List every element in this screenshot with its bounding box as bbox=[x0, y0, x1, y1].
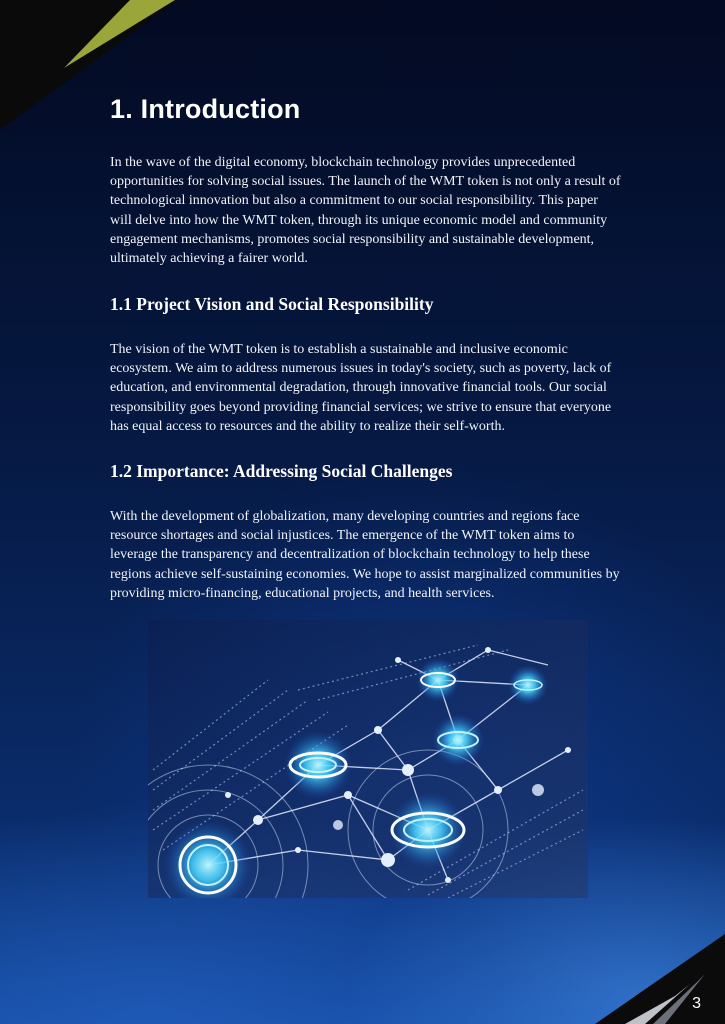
page-title: 1. Introduction bbox=[110, 94, 301, 124]
section-title-vision: 1.1 Project Vision and Social Responsibility bbox=[110, 294, 434, 314]
section-title-importance: 1.2 Importance: Addressing Social Challenges bbox=[110, 461, 453, 481]
blockchain-network-illustration bbox=[148, 620, 588, 898]
intro-paragraph: In the wave of the digital economy, blockchain technology provides unprecedented opportunities for solving social issues. The launch of the WMT token is not only a result of technological innovation but also a commitment to our social responsibility. This paper will delve into how the WMT token, through its unique economic model and community engagement mechanisms, promotes social responsibility and sustainable development, ultimately achieving a fairer world. bbox=[110, 155, 621, 267]
section-body-vision: The vision of the WMT token is to establish a sustainable and inclusive economic ecosystem. We aim to address numerous issues in today's society, such as poverty, lack of education, and environmental degradation, through innovative financial tools. Our social responsibility goes beyond providing financial services; we strive to ensure that everyone has equal access to resources and the ability to realize their self-worth. bbox=[110, 342, 612, 434]
page-number: 3 bbox=[692, 995, 701, 1012]
section-body-importance: With the development of globalization, many developing countries and regions face resource shortages and social injustices. The emergence of the WMT token aims to leverage the transparency and decentralization of blockchain technology to help these regions achieve self-sustaining economies. We hope to assist marginalized communities by providing micro-financing, educational projects, and health services. bbox=[110, 509, 620, 601]
corner-decoration-bottom-right bbox=[565, 934, 725, 1024]
